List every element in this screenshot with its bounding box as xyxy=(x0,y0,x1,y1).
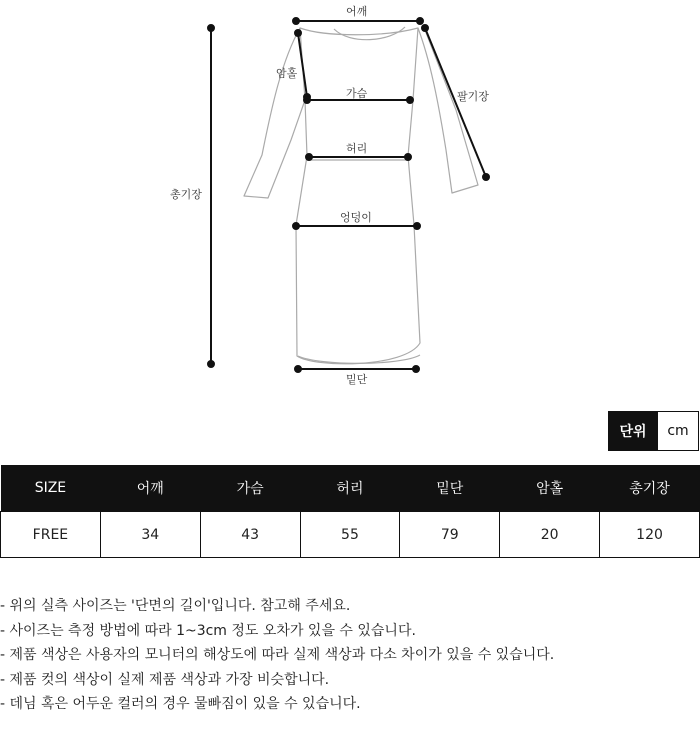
right-sleeve xyxy=(418,28,478,193)
total-length-dot-bottom xyxy=(208,361,214,367)
cell-chest: 43 xyxy=(200,512,300,558)
left-sleeve xyxy=(244,28,305,198)
hem-dot-left xyxy=(295,366,301,372)
size-table-header-row xyxy=(1,465,700,512)
shoulder-dot-left xyxy=(293,18,299,24)
note-item: - 사이즈는 측정 방법에 따라 1~3cm 정도 오차가 있을 수 있습니다. xyxy=(0,622,416,639)
note-item: - 데님 혹은 어두운 컬러의 경우 물빠짐이 있을 수 있습니다. xyxy=(0,696,361,712)
cell-waist: 55 xyxy=(300,512,400,558)
shoulder-dot-right xyxy=(417,18,423,24)
header-chest: 가슴 xyxy=(200,465,300,512)
size-notes xyxy=(0,594,554,717)
armhole-measure-line xyxy=(298,33,307,97)
cell-armhole: 20 xyxy=(500,512,600,558)
unit-label: 단위 xyxy=(608,411,658,451)
cell-total-length: 120 xyxy=(600,512,700,558)
note-item: - 위의 실측 사이즈는 '단면의 길이'입니다. 참고해 주세요. xyxy=(0,598,351,614)
shoulder-label: 어깨 xyxy=(346,5,368,18)
cell-shoulder: 34 xyxy=(100,512,200,558)
header-hem: 밑단 xyxy=(400,465,500,512)
cell-hem: 79 xyxy=(400,512,500,558)
waist-dot-right xyxy=(405,154,411,160)
size-table xyxy=(0,465,700,558)
header-size: SIZE xyxy=(1,465,101,512)
dress-neckline xyxy=(334,27,405,40)
table-row xyxy=(1,512,700,558)
note-item: - 제품 색상은 사용자의 모니터의 해상도에 따라 실제 색상과 다소 차이가 있을 수 있습니다. xyxy=(0,647,555,663)
sleeve-label: 팔기장 xyxy=(457,90,489,103)
armhole-label: 암홀 xyxy=(276,67,298,80)
total-length-dot-top xyxy=(208,25,214,31)
header-armhole: 암홀 xyxy=(500,465,600,512)
header-waist: 허리 xyxy=(300,465,400,512)
chest-dot-right xyxy=(407,97,413,103)
hem-dot-right xyxy=(413,366,419,372)
sleeve-dot-bottom xyxy=(483,174,489,180)
hip-dot-left xyxy=(293,223,299,229)
dress-outline xyxy=(296,28,420,364)
sleeve-dot-top xyxy=(422,25,428,31)
hem-label: 밑단 xyxy=(346,373,368,386)
armhole-dot-top xyxy=(295,30,301,36)
chest-label: 가슴 xyxy=(346,87,368,100)
cell-size: FREE xyxy=(1,512,101,558)
waist-label: 허리 xyxy=(346,142,368,155)
hip-dot-right xyxy=(414,223,420,229)
chest-dot-left xyxy=(304,97,310,103)
unit-box xyxy=(608,411,699,451)
header-shoulder: 어깨 xyxy=(100,465,200,512)
header-total-length: 총기장 xyxy=(600,465,700,512)
total-length-label: 총기장 xyxy=(170,188,202,201)
waist-dot-left xyxy=(306,154,312,160)
note-item: - 제품 컷의 색상이 실제 제품 색상과 가장 비슷합니다. xyxy=(0,671,330,688)
hip-label: 엉덩이 xyxy=(340,211,372,224)
unit-value: cm xyxy=(658,411,699,451)
